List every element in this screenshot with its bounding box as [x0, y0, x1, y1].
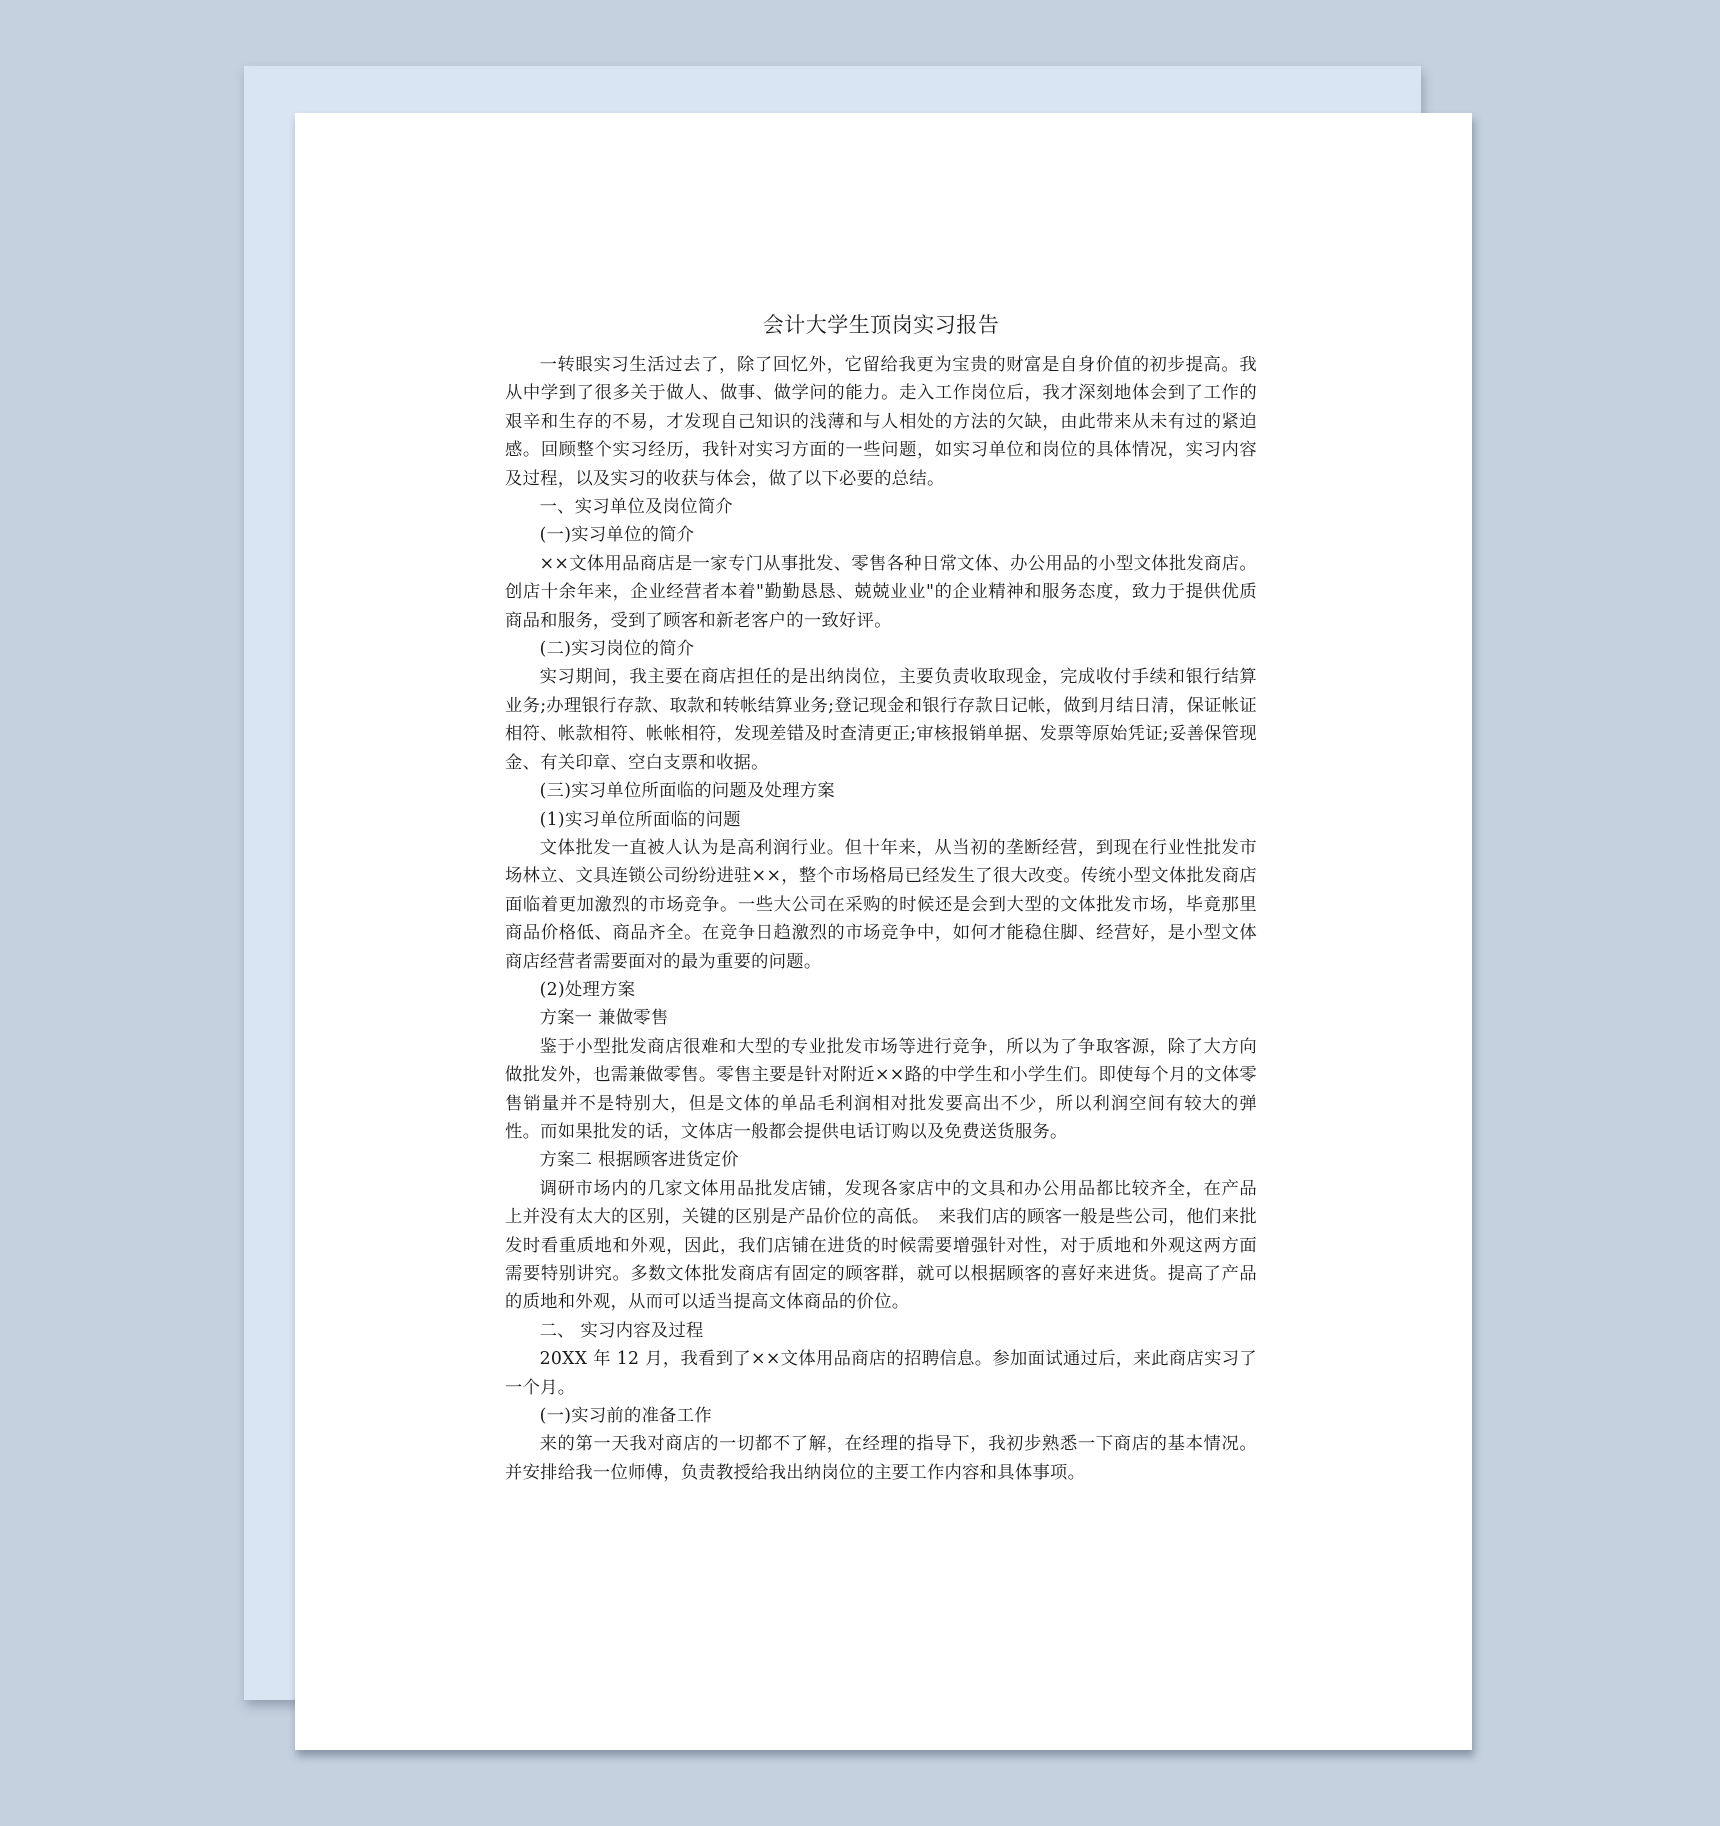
- document-title: 会计大学生顶岗实习报告: [762, 313, 1000, 337]
- subheading-plan-1: 方案一 兼做零售: [539, 1008, 669, 1029]
- subheading-unit-intro: (一)实习单位的简介: [539, 525, 695, 546]
- subheading-problems-1: (1)实习单位所面临的问题: [539, 809, 741, 830]
- paragraph-preparation: 来的第一天我对商店的一切都不了解，在经理的指导下，我初步熟悉一下商店的基本情况。并安排给我一位师傅，负责教授给我出纳岗位的主要工作内容和具体事项。: [505, 1434, 1257, 1483]
- paragraph-internship-start: 20XX 年 12 月，我看到了××文体用品商店的招聘信息。参加面试通过后，来此商店实习了一个月。: [505, 1349, 1257, 1398]
- subheading-problems: (三)实习单位所面临的问题及处理方案: [539, 781, 835, 802]
- subheading-position-intro: (二)实习岗位的简介: [539, 639, 695, 660]
- subheading-plan-2: 方案二 根据顾客进货定价: [539, 1150, 739, 1171]
- subheading-solutions: (2)处理方案: [539, 979, 636, 1000]
- paragraph-problems: 文体批发一直被人认为是高利润行业。但十年来，从当初的垄断经营，到现在行业性批发市场林立、文具连锁公司纷纷进驻××，整个市场格局已经发生了很大改变。传统小型文体批发商店面临着更加激烈的市场竞争。一些大公司在采购的时候还是会到大型的文体批发市场，毕竟那里商品价格低、商品齐全。在竞争日趋激烈的市场竞争中，如何才能稳住脚、经营好，是小型文体商店经营者需要面对的最为重要的问题。: [505, 837, 1257, 972]
- paragraph-unit-intro: ××文体用品商店是一家专门从事批发、零售各种日常文体、办公用品的小型文体批发商店。创店十余年来，企业经营者本着"勤勤恳恳、兢兢业业"的企业精神和服务态度，致力于提供优质商品和服务，受到了顾客和新老客户的一致好评。: [505, 553, 1257, 631]
- subheading-preparation: (一)实习前的准备工作: [539, 1406, 712, 1427]
- paragraph-plan-2: 调研市场内的几家文体用品批发店铺，发现各家店中的文具和办公用品都比较齐全，在产品上并没有太大的区别，关键的区别是产品价位的高低。 来我们店的顾客一般是些公司，他们来批发时看重质地和外观，因此，我们店铺在进货的时候需要增强针对性，对于质地和外观这两方面需要特别讲究。多数文体批发商店有固定的顾客群，就可以根据顾客的喜好来进货。提高了产品的质地和外观，从而可以适当提高文体商品的价位。: [505, 1178, 1257, 1313]
- heading-section-1: 一、实习单位及岗位简介: [539, 497, 733, 518]
- paragraph-intro: 一转眼实习生活过去了，除了回忆外，它留给我更为宝贵的财富是自身价值的初步提高。我从中学到了很多关于做人、做事、做学问的能力。走入工作岗位后，我才深刻地体会到了工作的艰辛和生存的不易，才发现自己知识的浅薄和与人相处的方法的欠缺，由此带来从未有过的紧迫感。回顾整个实习经历，我针对实习方面的一些问题，如实习单位和岗位的具体情况，实习内容及过程，以及实习的收获与体会，做了以下必要的总结。: [505, 355, 1257, 489]
- document-page: [295, 113, 1472, 1750]
- document-content: [505, 309, 1257, 1487]
- paragraph-position-intro: 实习期间，我主要在商店担任的是出纳岗位，主要负责收取现金，完成收付手续和银行结算业务;办理银行存款、取款和转帐结算业务;登记现金和银行存款日记帐，做到月结日清，保证帐证相符、帐款相符、帐帐相符，发现差错及时查清更正;审核报销单据、发票等原始凭证;妥善保管现金、有关印章、空白支票和收据。: [505, 667, 1257, 773]
- paragraph-plan-1: 鉴于小型批发商店很难和大型的专业批发市场等进行竞争，所以为了争取客源，除了大方向做批发外，也需兼做零售。零售主要是针对附近××路的中学生和小学生们。即使每个月的文体零售销量并不是特别大，但是文体的单品毛利润相对批发要高出不少，所以利润空间有较大的弹性。而如果批发的话，文体店一般都会提供电话订购以及免费送货服务。: [505, 1036, 1257, 1142]
- heading-section-2: 二、 实习内容及过程: [539, 1320, 704, 1341]
